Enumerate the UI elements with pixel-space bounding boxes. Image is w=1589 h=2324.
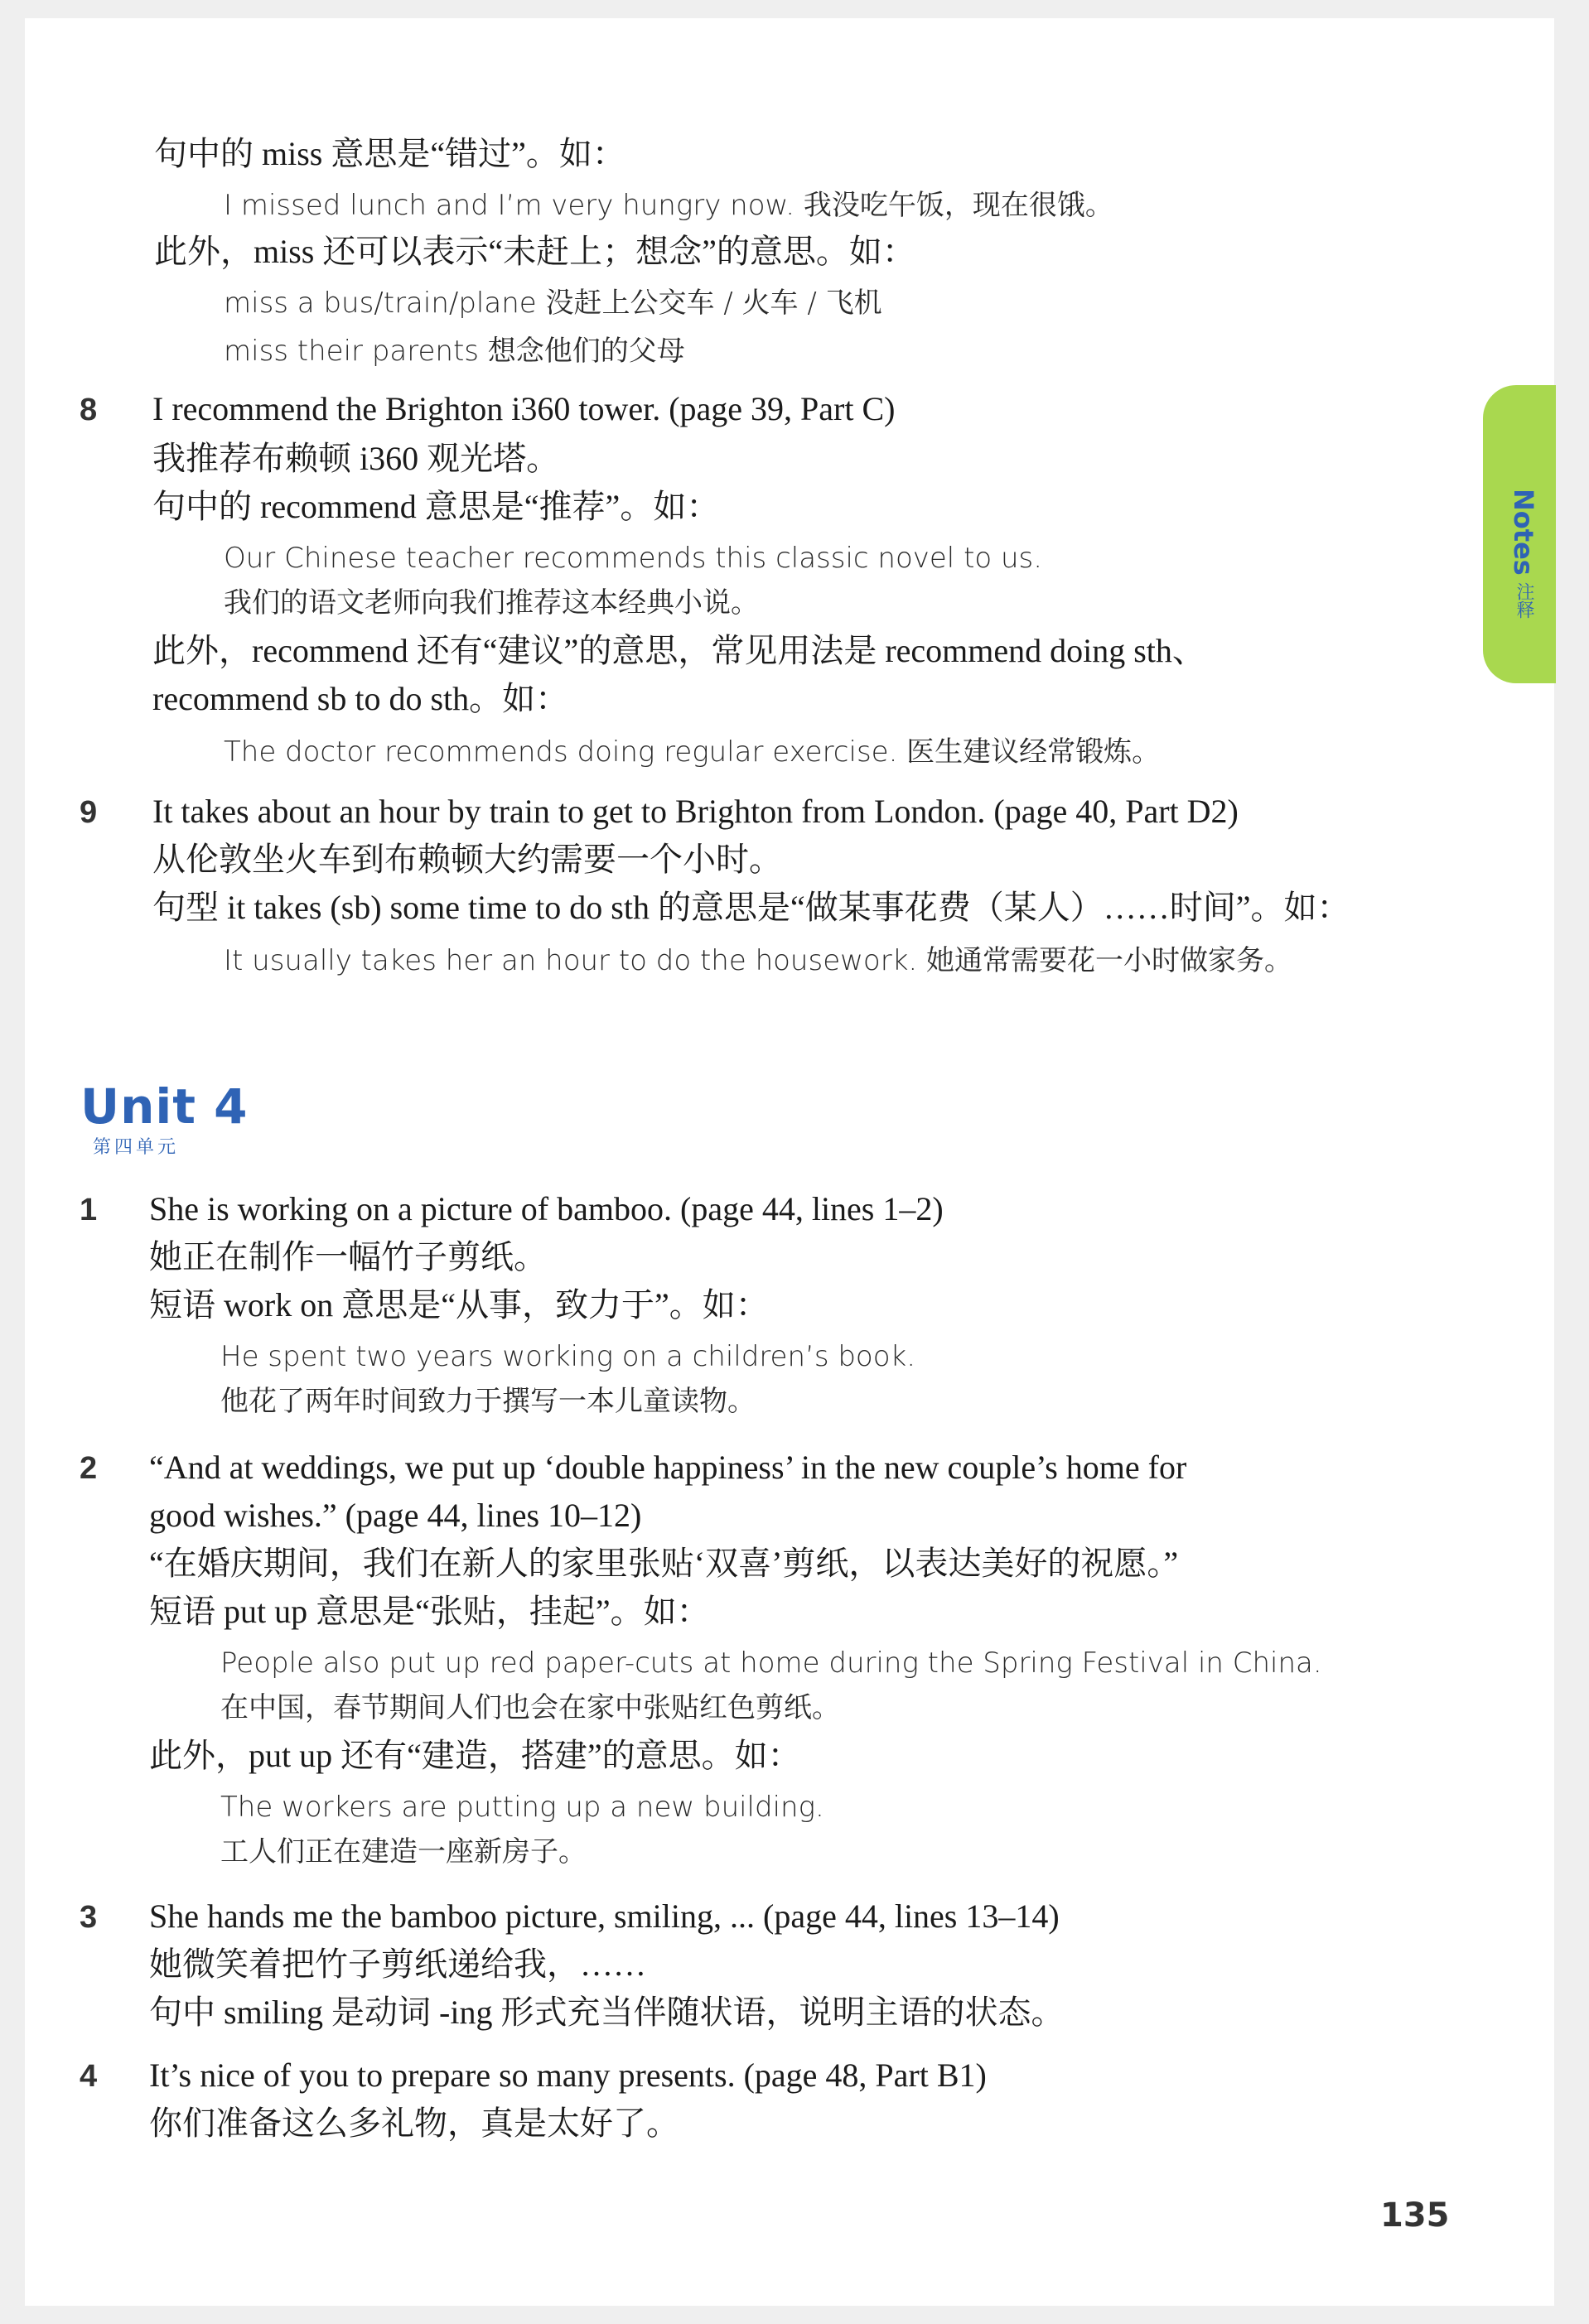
example-line: The doctor recommends doing regular exercise. 医生建议经常锻炼。 (224, 735, 1161, 769)
note-translation: 从伦敦坐火车到布赖顿大约需要一个小时。 (152, 841, 782, 878)
note-text-line: 句中的 recommend 意思是“推荐”。如： (152, 488, 720, 525)
note-text-line: 句中的 miss 意思是“错过”。如： (154, 135, 625, 172)
note-heading: It’s nice of you to prepare so many presents. (page 48, Part B1) (149, 2056, 987, 2094)
note-translation: 我推荐布赖顿 i360 观光塔。 (152, 440, 560, 477)
example-line: 在中国，春节期间人们也会在家中张贴红色剪纸。 (220, 1691, 840, 1724)
note-text-line: 句中 smiling 是动词 -ing 形式充当伴随状语，说明主语的状态。 (149, 1994, 1065, 2031)
note-number: 8 (80, 393, 98, 427)
unit-title: Unit 4 (80, 1078, 249, 1135)
note-heading: I recommend the Brighton i360 tower. (page 39, Part C) (152, 390, 896, 427)
example-line: He spent two years working on a children’s book. (220, 1340, 916, 1373)
example-line: Our Chinese teacher recommends this classic novel to us. (224, 542, 1043, 575)
note-number: 1 (80, 1193, 98, 1227)
note-translation: 你们准备这么多礼物，真是太好了。 (149, 2105, 679, 2142)
example-line: 工人们正在建造一座新房子。 (220, 1835, 587, 1868)
note-translation: 她正在制作一幅竹子剪纸。 (149, 1238, 547, 1275)
note-text-line: 短语 work on 意思是“从事，致力于”。如： (149, 1286, 769, 1324)
note-heading: good wishes.” (page 44, lines 10–12) (149, 1497, 642, 1534)
note-translation: “在婚庆期间，我们在新人的家里张贴‘双喜’剪纸，以表达美好的祝愿。” (149, 1545, 1179, 1582)
note-heading: She is working on a picture of bamboo. (page 44, lines 1–2) (149, 1190, 944, 1227)
note-text-line: 短语 put up 意思是“张贴，挂起”。如： (149, 1593, 710, 1630)
notes-tab-sublabel: 注释 (1514, 581, 1534, 619)
example-line: I missed lunch and I’m very hungry now. 我没吃午饭，现在很饿。 (224, 189, 1113, 222)
example-line: 他花了两年时间致力于撰写一本儿童读物。 (220, 1385, 756, 1418)
page-number: 135 (1380, 2196, 1450, 2235)
note-text-line: 此外，recommend 还有“建议”的意思，常见用法是 recommend doing sth、 (152, 632, 1205, 669)
note-text-line: 此外，miss 还可以表示“未赶上；想念”的意思。如： (154, 233, 915, 270)
example-line: People also put up red paper-cuts at home during the Spring Festival in China. (220, 1647, 1322, 1680)
example-line: 我们的语文老师向我们推荐这本经典小说。 (224, 586, 759, 620)
note-text-line: 此外，put up 还有“建造，搭建”的意思。如： (149, 1737, 801, 1774)
unit-subtitle: 第四单元 (93, 1137, 180, 1158)
notes-tab-label: Notes注释 (1508, 489, 1539, 619)
example-line: miss a bus/train/plane 没赶上公交车 / 火车 / 飞机 (224, 287, 882, 320)
note-number: 3 (80, 1900, 98, 1935)
example-line: The workers are putting up a new building. (220, 1791, 824, 1824)
note-text-line: recommend sb to do sth。如： (152, 680, 569, 717)
note-heading: “And at weddings, we put up ‘double happiness’ in the new couple’s home for (149, 1449, 1187, 1486)
note-text-line: 句型 it takes (sb) some time to do sth 的意思是“做某事花费（某人）……时间”。如： (152, 889, 1350, 926)
note-number: 9 (80, 795, 98, 830)
note-heading: It takes about an hour by train to get to Brighton from London. (page 40, Part D2) (152, 793, 1239, 830)
example-line: It usually takes her an hour to do the housework. 她通常需要花一小时做家务。 (224, 944, 1293, 977)
note-translation: 她微笑着把竹子剪纸递给我，…… (149, 1946, 646, 1983)
note-number: 2 (80, 1451, 98, 1486)
example-line: miss their parents 想念他们的父母 (224, 335, 685, 368)
note-number: 4 (80, 2059, 98, 2094)
note-heading: She hands me the bamboo picture, smiling, ... (page 44, lines 13–14) (149, 1897, 1060, 1935)
